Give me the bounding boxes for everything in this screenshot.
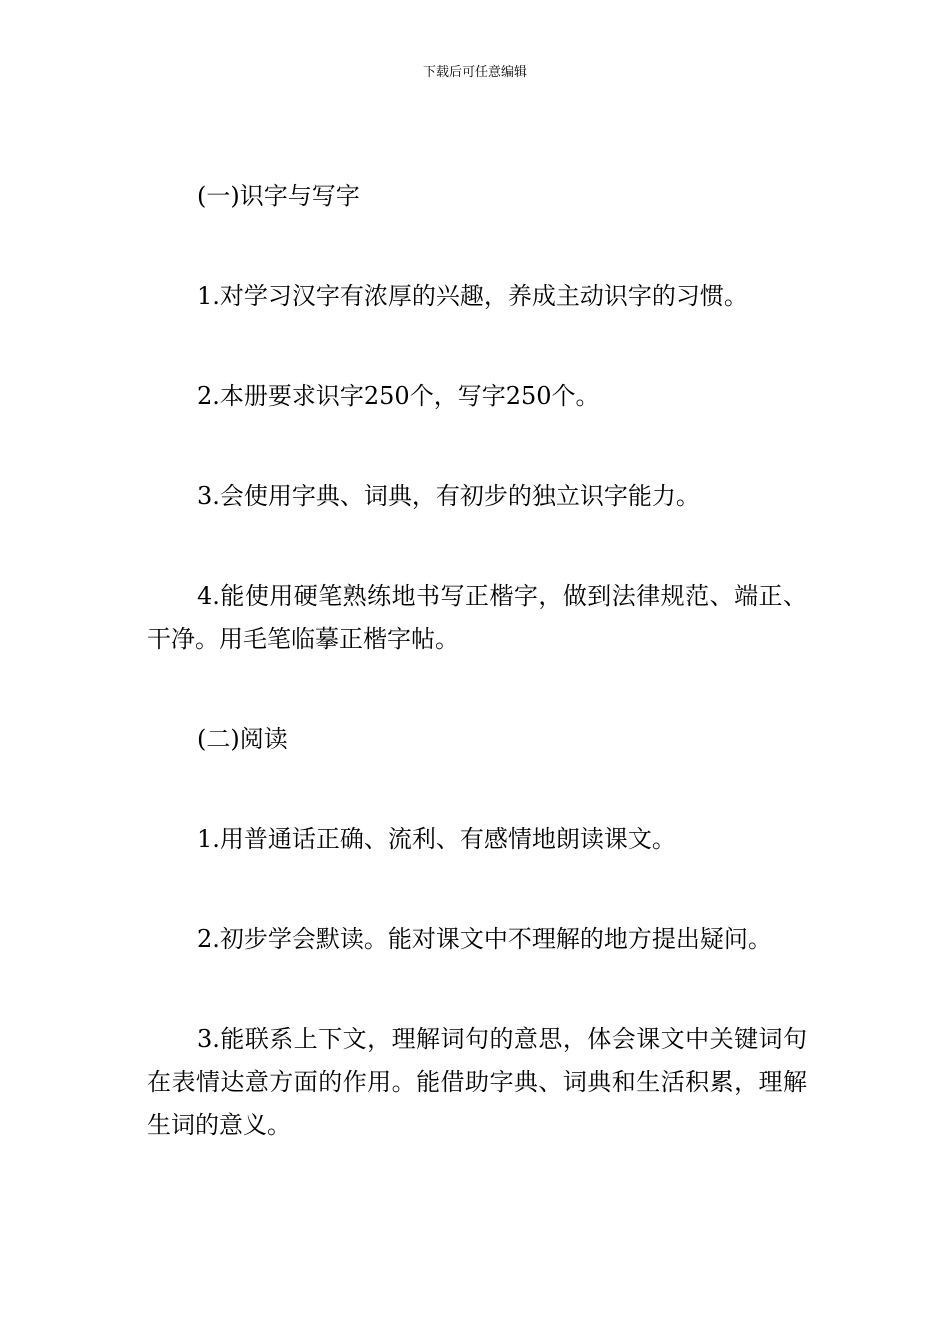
paragraph: 3.能联系上下文，理解词句的意思，体会课文中关键词句在表情达意方面的作用。能借助字典、词典和生活积累，理解生词的意义。	[147, 1025, 807, 1139]
paragraph: 2.初步学会默读。能对课文中不理解的地方提出疑问。	[197, 925, 772, 953]
document-body	[147, 175, 807, 1204]
paragraph: 1.对学习汉字有浓厚的兴趣，养成主动识字的习惯。	[197, 282, 748, 310]
paragraph: 4.能使用硬笔熟练地书写正楷字，做到法律规范、端正、干净。用毛笔临摹正楷字帖。	[147, 582, 807, 653]
section-heading-reading: (二)阅读	[197, 725, 288, 753]
paragraph: 1.用普通话正确、流利、有感情地朗读课文。	[197, 825, 676, 853]
paragraph: 2.本册要求识字250个，写字250个。	[197, 382, 600, 410]
section-heading-literacy: (一)识字与写字	[197, 182, 360, 210]
paragraph: 3.会使用字典、词典，有初步的独立识字能力。	[197, 482, 700, 510]
page-header: 下载后可任意编辑	[422, 65, 527, 80]
